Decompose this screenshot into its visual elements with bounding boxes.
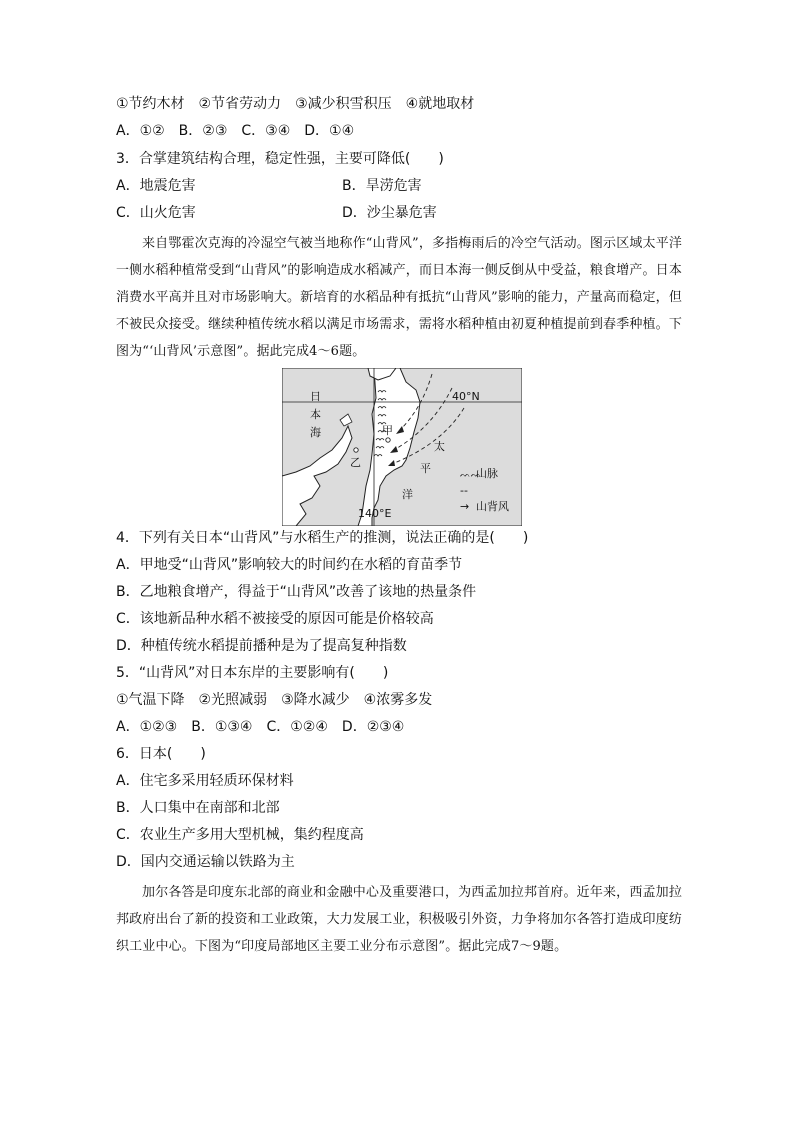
point-yi-marker — [354, 448, 358, 452]
sea-japan-char-1: 日 — [310, 390, 321, 403]
longitude-label: 140°E — [358, 507, 392, 520]
map-legend — [460, 466, 509, 515]
q6-option-a: A．住宅多采用轻质环保材料 — [116, 773, 294, 789]
point-yi-label: 乙 — [350, 456, 361, 469]
point-jia-label: 甲 — [382, 424, 393, 437]
pacific-char-3: 洋 — [402, 488, 413, 501]
q3-stem: 3．合掌建筑结构合理，稳定性强，主要可降低( ) — [116, 151, 444, 167]
q3-option-c: C．山火危害 — [116, 205, 196, 221]
legend-wind: --→ 山背风 — [460, 484, 509, 513]
latitude-label: 40°N — [452, 390, 480, 403]
q6-option-b: B．人口集中在南部和北部 — [116, 800, 280, 816]
q6-option-d: D．国内交通运输以铁路为主 — [116, 854, 295, 870]
pacific-char-1: 太 — [434, 440, 445, 453]
mountain-symbol-icon: ᨓᨓ — [460, 470, 482, 480]
q4-stem: 4．下列有关日本“山背风”与水稻生产的推测，说法正确的是( ) — [116, 530, 529, 546]
q3-option-a: A．地震危害 — [116, 178, 196, 194]
q3-option-b: B．旱涝危害 — [342, 178, 422, 194]
q4-option-c: C．该地新品种水稻不被接受的原因可能是价格较高 — [116, 611, 434, 627]
q5-stem: 5．“山背风”对日本东岸的主要影响有( ) — [116, 665, 389, 681]
pacific-char-2: 平 — [420, 462, 431, 475]
q2-statements: ①节约木材 ②节省劳动力 ③减少积雪积压 ④就地取材 — [116, 96, 475, 112]
dashed-arrow-icon: --→ — [460, 484, 470, 513]
q4-option-a: A．甲地受“山背风”影响较大的时间约在水稻的育苗季节 — [116, 557, 463, 573]
point-jia-marker — [386, 438, 390, 442]
legend-mountain: ᨓᨓ山脉 — [460, 466, 509, 483]
q4-option-b: B．乙地粮食增产，得益于“山背风”改善了该地的热量条件 — [116, 584, 477, 600]
q3-option-d: D．沙尘暴危害 — [342, 205, 437, 221]
passage-shanbeifeng: 来自鄂霍次克海的冷湿空气被当地称作“山背风”，多指梅雨后的冷空气活动。图示区域太平洋一侧水稻种植常受到“山背风”的影响造成水稻减产，而日本海一侧反倒从中受益，粮食增产。日本消费水平高并且对市场影响大。新培育的水稻品种有抵抗“山背风”影响的能力，产量高而稳定，但不被民众接受。继续种植传统水稻以满足市场需求，需将水稻种植由初夏种植提前到春季种植。下图为“‘山背风’示意图”。据此完成4～6题。 — [116, 236, 682, 359]
q2-options: A．①② B．②③ C．③④ D．①④ — [116, 123, 355, 139]
q4-option-d: D．种植传统水稻提前播种是为了提高复种指数 — [116, 638, 407, 654]
q5-statements: ①气温下降 ②光照减弱 ③降水减少 ④浓雾多发 — [116, 692, 433, 708]
q6-option-c: C．农业生产多用大型机械，集约程度高 — [116, 827, 364, 843]
sea-japan-char-2: 本 — [310, 408, 321, 421]
sea-japan-char-3: 海 — [310, 426, 321, 439]
q5-options: A．①②③ B．①③④ C．①②④ D．②③④ — [116, 719, 405, 735]
passage-kolkata: 加尔各答是印度东北部的商业和金融中心及重要港口，为西孟加拉邦首府。近年来，西孟加拉邦政府出台了新的投资和工业政策，大力发展工业，积极吸引外资，力争将加尔各答打造成印度纺织工业中心。下图为“印度局部地区主要工业分布示意图”。据此完成7～9题。 — [116, 885, 682, 954]
q6-stem: 6．日本( ) — [116, 746, 206, 762]
